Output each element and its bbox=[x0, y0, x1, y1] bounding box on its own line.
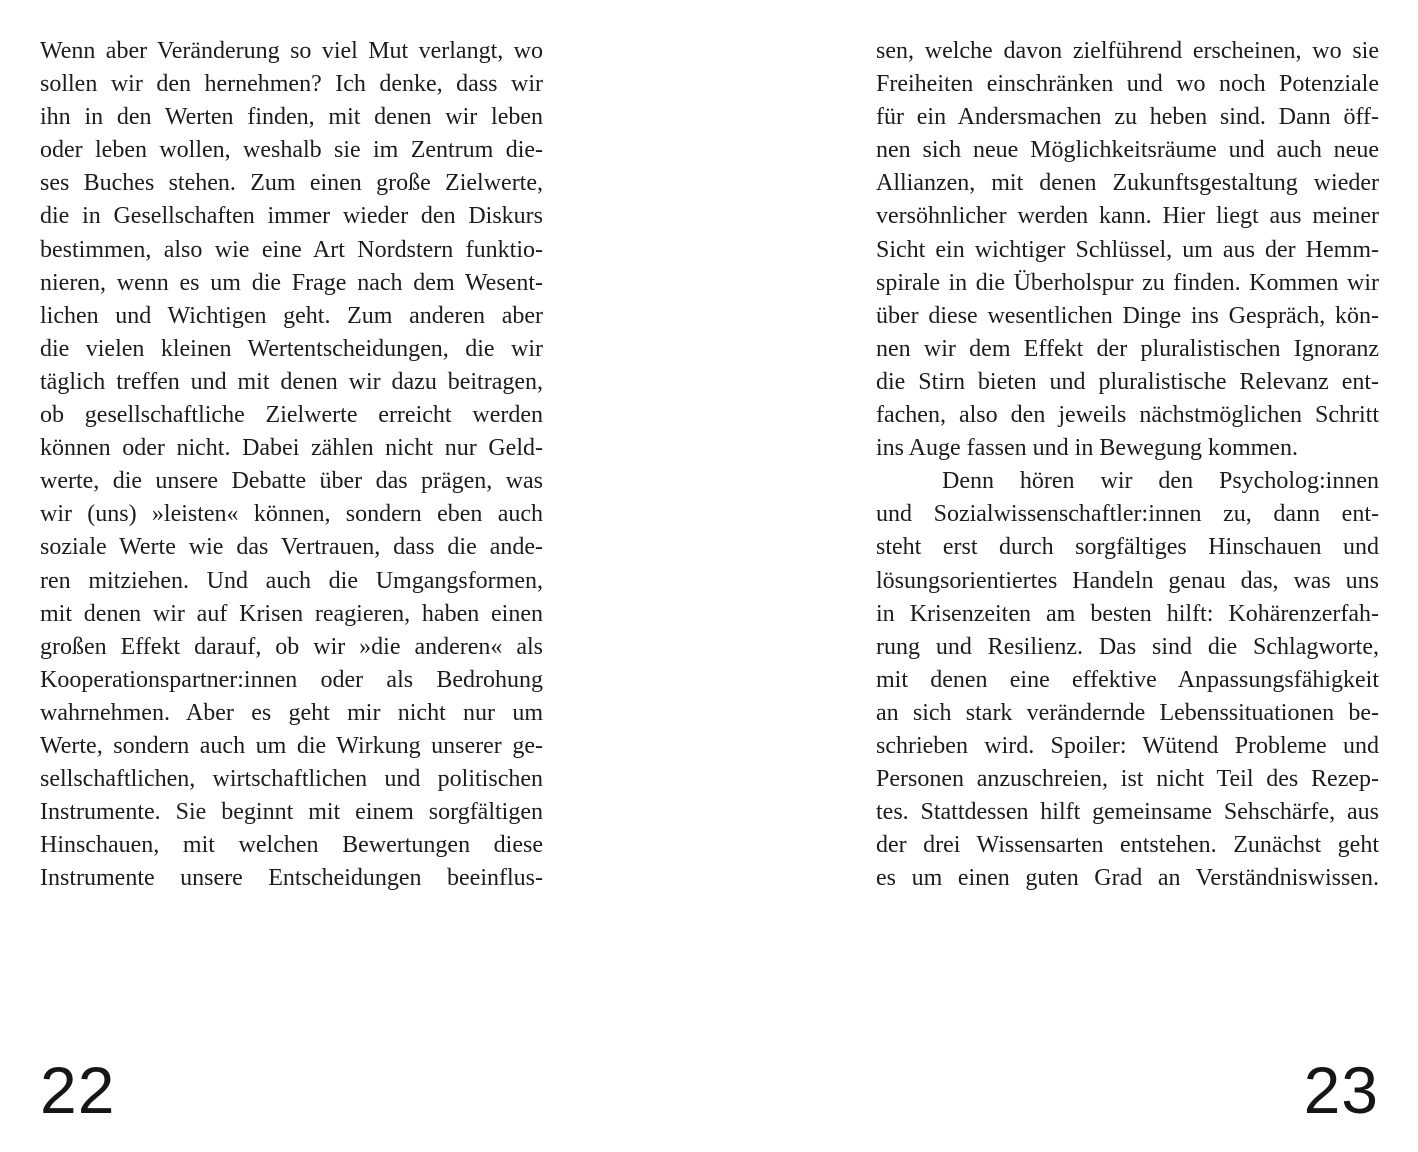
text-line: Instrumente unsere Entscheidungen beeinflus- bbox=[40, 865, 543, 892]
text-line: wir (uns) »leisten« können, sondern eben auch bbox=[40, 501, 543, 528]
text-line: in Krisenzeiten am besten hilft: Kohärenzerfah- bbox=[876, 600, 1379, 627]
left-page-text-column bbox=[40, 35, 543, 895]
text-line: Personen anzuschreien, ist nicht Teil des Rezep- bbox=[876, 766, 1379, 793]
text-line: die Stirn bieten und pluralistische Relevanz ent- bbox=[876, 368, 1379, 395]
text-line: über diese wesentlichen Dinge ins Gespräch, kön- bbox=[876, 302, 1379, 329]
text-line: Hinschauen, mit welchen Bewertungen diese bbox=[40, 832, 543, 859]
text-line: ob gesellschaftliche Zielwerte erreicht werden bbox=[40, 402, 543, 429]
text-line: steht erst durch sorgfältiges Hinschauen und bbox=[876, 534, 1379, 561]
text-line: es um einen guten Grad an Verständniswissen. bbox=[876, 865, 1379, 892]
text-line: die in Gesellschaften immer wieder den Diskurs bbox=[40, 203, 543, 230]
text-line: bestimmen, also wie eine Art Nordstern funktio- bbox=[40, 236, 543, 263]
text-line: Freiheiten einschränken und wo noch Potenziale bbox=[876, 71, 1379, 98]
text-line: rung und Resilienz. Das sind die Schlagworte, bbox=[876, 633, 1379, 660]
text-line: tes. Stattdessen hilft gemeinsame Sehschärfe, aus bbox=[876, 799, 1379, 826]
text-line: ins Auge fassen und in Bewegung kommen. bbox=[876, 435, 1298, 462]
text-line: an sich stark verändernde Lebenssituationen be- bbox=[876, 699, 1379, 726]
text-line: soziale Werte wie das Vertrauen, dass die ande- bbox=[40, 534, 543, 561]
text-line: mit denen wir auf Krisen reagieren, haben einen bbox=[40, 600, 543, 627]
text-line: Werte, sondern auch um die Wirkung unserer ge- bbox=[40, 732, 543, 759]
text-line: Denn hören wir den Psycholog:innen bbox=[942, 468, 1379, 495]
text-line: Allianzen, mit denen Zukunftsgestaltung wieder bbox=[876, 170, 1379, 197]
text-line: nieren, wenn es um die Frage nach dem Wesent- bbox=[40, 269, 543, 296]
text-line: großen Effekt darauf, ob wir »die anderen« als bbox=[40, 633, 543, 660]
text-line: sollen wir den hernehmen? Ich denke, dass wir bbox=[40, 71, 543, 98]
text-line: sen, welche davon zielführend erscheinen, wo sie bbox=[876, 38, 1379, 64]
text-line: Sicht ein wichtiger Schlüssel, um aus der Hemm- bbox=[876, 236, 1379, 263]
text-line: mit denen eine effektive Anpassungsfähigkeit bbox=[876, 666, 1379, 693]
text-line: versöhnlicher werden kann. Hier liegt aus meiner bbox=[876, 203, 1379, 230]
text-line: Kooperationspartner:innen oder als Bedrohung bbox=[40, 666, 543, 693]
text-line: sellschaftlichen, wirtschaftlichen und politischen bbox=[40, 766, 543, 793]
text-line: die vielen kleinen Wertentscheidungen, die wir bbox=[40, 335, 543, 362]
text-line: lichen und Wichtigen geht. Zum anderen aber bbox=[40, 302, 543, 329]
text-line: und Sozialwissenschaftler:innen zu, dann ent- bbox=[876, 501, 1379, 528]
text-line: Instrumente. Sie beginnt mit einem sorgfältigen bbox=[40, 799, 543, 826]
left-page-number: 22 bbox=[40, 1053, 116, 1127]
text-line: oder leben wollen, weshalb sie im Zentrum die- bbox=[40, 137, 543, 164]
text-line: täglich treffen und mit denen wir dazu beitragen, bbox=[40, 368, 543, 395]
text-line: für ein Andersmachen zu heben sind. Dann öff- bbox=[876, 104, 1379, 131]
text-line: ihn in den Werten finden, mit denen wir leben bbox=[40, 104, 543, 131]
text-line: ren mitziehen. Und auch die Umgangsformen, bbox=[40, 567, 543, 594]
text-line: können oder nicht. Dabei zählen nicht nur Geld- bbox=[40, 435, 543, 462]
text-line: lösungsorientiertes Handeln genau das, was uns bbox=[876, 567, 1379, 594]
right-page-number: 23 bbox=[1303, 1053, 1379, 1127]
text-line: ses Buches stehen. Zum einen große Zielwerte, bbox=[40, 170, 543, 197]
text-line: fachen, also den jeweils nächstmöglichen Schritt bbox=[876, 402, 1379, 429]
text-line: schrieben wird. Spoiler: Wütend Probleme und bbox=[876, 732, 1379, 759]
text-line: spirale in die Überholspur zu finden. Kommen wir bbox=[876, 269, 1379, 296]
text-line: wahrnehmen. Aber es geht mir nicht nur um bbox=[40, 699, 543, 726]
right-page-text-column bbox=[876, 35, 1379, 895]
text-line: nen wir dem Effekt der pluralistischen Ignoranz bbox=[876, 335, 1379, 362]
text-line: der drei Wissensarten entstehen. Zunächst geht bbox=[876, 832, 1379, 859]
text-line: Wenn aber Veränderung so viel Mut verlangt, wo bbox=[40, 38, 543, 64]
text-line: nen sich neue Möglichkeitsräume und auch neue bbox=[876, 137, 1379, 164]
text-line: werte, die unsere Debatte über das prägen, was bbox=[40, 468, 543, 495]
